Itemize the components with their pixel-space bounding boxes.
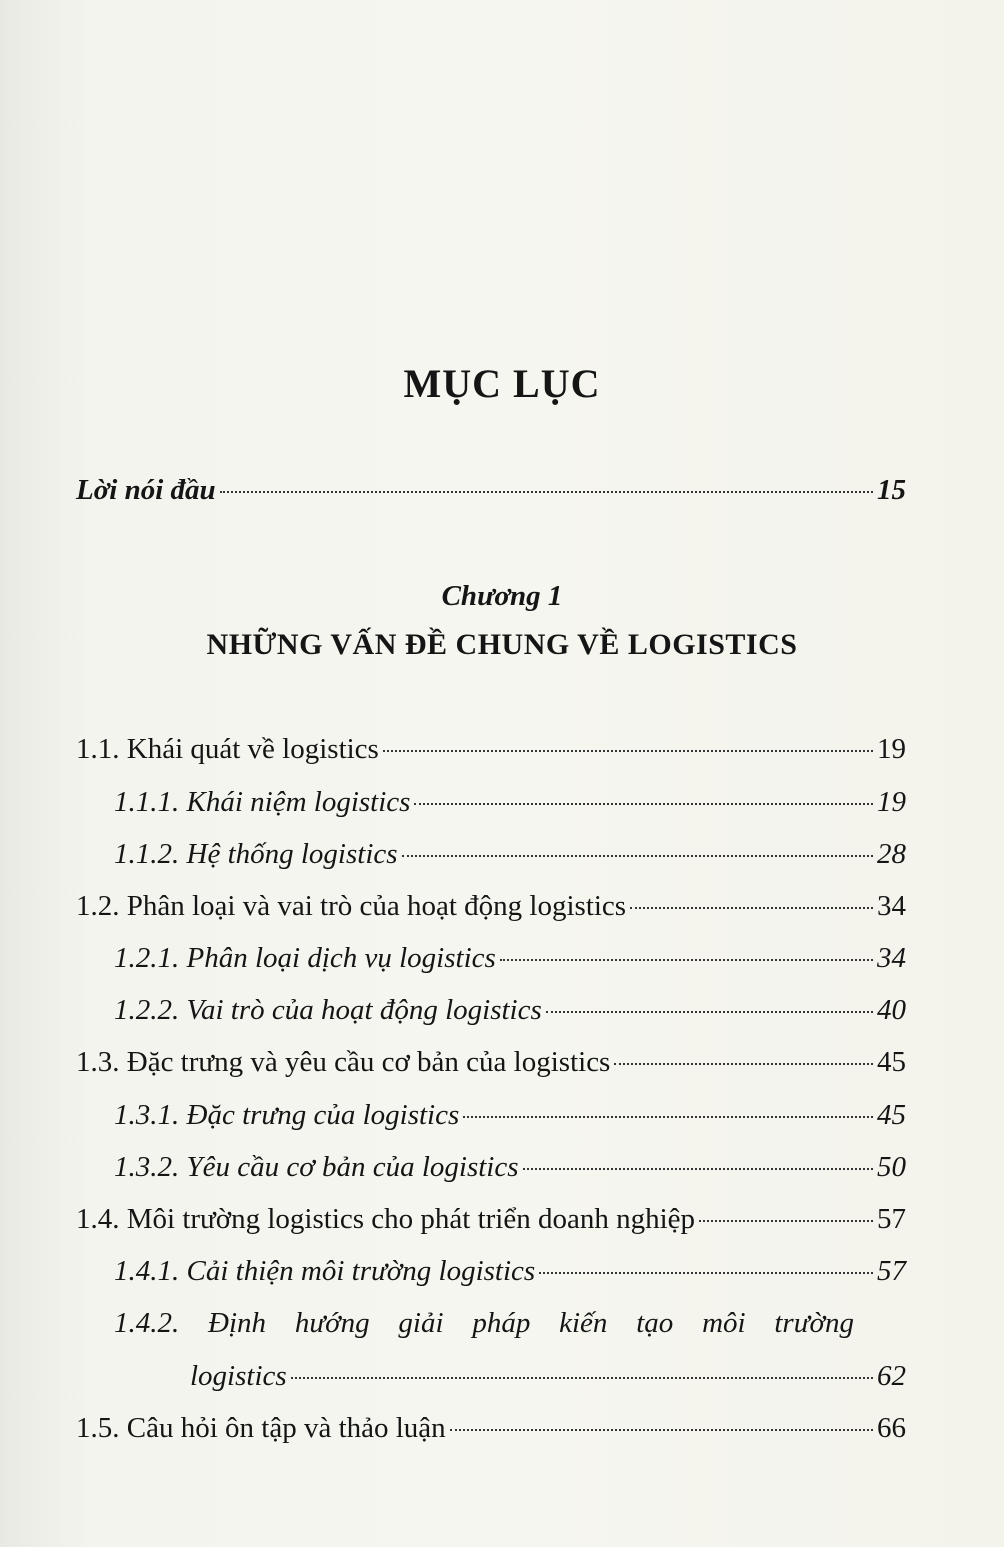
- toc-subentry[interactable]: [114, 786, 906, 819]
- toc-entry[interactable]: [76, 1412, 906, 1445]
- toc-page-number: 66: [877, 1412, 906, 1444]
- chapter-title: NHỮNG VẤN ĐỀ CHUNG VỀ LOGISTICS: [206, 628, 798, 661]
- leader-dots: [450, 1429, 873, 1431]
- toc-page-number: 15: [877, 474, 906, 506]
- leader-dots: [614, 1063, 873, 1065]
- toc-label: 1.1.1. Khái niệm logistics: [114, 786, 411, 818]
- leader-dots: [220, 491, 873, 493]
- toc-label: 1.3.1. Đặc trưng của logistics: [114, 1099, 460, 1131]
- leader-dots: [523, 1168, 873, 1170]
- toc-label: Lời nói đầu: [76, 474, 216, 506]
- toc-page-number: 19: [877, 786, 906, 818]
- toc-page-number: 57: [877, 1255, 906, 1287]
- toc-subentry[interactable]: [114, 994, 906, 1027]
- leader-dots: [630, 907, 873, 909]
- toc-page-number: 34: [877, 942, 906, 974]
- toc-subentry-continuation[interactable]: [190, 1360, 906, 1393]
- toc-page-number: 45: [877, 1046, 906, 1078]
- toc-label: 1.3.2. Yêu cầu cơ bản của logistics: [114, 1151, 519, 1183]
- toc-subentry[interactable]: [114, 1255, 906, 1288]
- toc-label: 1.3. Đặc trưng và yêu cầu cơ bản của logistics: [76, 1046, 611, 1078]
- leader-dots: [383, 750, 873, 752]
- toc-label: 1.1. Khái quát về logistics: [76, 733, 379, 765]
- toc-subentry[interactable]: [114, 838, 906, 871]
- toc-label: 1.2. Phân loại và vai trò của hoạt động logistics: [76, 890, 627, 922]
- toc-page-number: 19: [877, 733, 906, 765]
- toc-label: 1.1.2. Hệ thống logistics: [114, 838, 398, 870]
- toc-page-number: 40: [877, 994, 906, 1026]
- toc-label: 1.2.2. Vai trò của hoạt động logistics: [114, 994, 542, 1026]
- toc-subentry[interactable]: [114, 1099, 906, 1132]
- toc-label: 1.5. Câu hỏi ôn tập và thảo luận: [76, 1412, 446, 1444]
- toc-page-number: 57: [877, 1203, 906, 1235]
- page-title: MỤC LỤC: [403, 361, 601, 406]
- toc-subentry[interactable]: [114, 942, 906, 975]
- toc-label: 1.4. Môi trường logistics cho phát triển doanh nghiệp: [76, 1203, 696, 1235]
- leader-dots: [539, 1272, 873, 1274]
- toc-subentry[interactable]: [114, 1151, 906, 1184]
- leader-dots: [402, 855, 873, 857]
- toc-page-number: 28: [877, 838, 906, 870]
- toc-page-number: 34: [877, 890, 906, 922]
- toc-page-number: 45: [877, 1099, 906, 1131]
- leader-dots: [291, 1377, 873, 1379]
- toc-entry[interactable]: [76, 1203, 906, 1236]
- toc-page-number: 50: [877, 1151, 906, 1183]
- leader-dots: [500, 959, 873, 961]
- leader-dots: [699, 1220, 873, 1222]
- toc-entry[interactable]: [76, 1046, 906, 1079]
- toc-preface[interactable]: [76, 474, 906, 507]
- chapter-label: Chương 1: [441, 580, 563, 612]
- leader-dots: [546, 1011, 873, 1013]
- toc-entry[interactable]: [76, 733, 906, 766]
- toc-entry[interactable]: [76, 890, 906, 923]
- toc-label: logistics: [190, 1360, 287, 1392]
- leader-dots: [463, 1116, 873, 1118]
- toc-label: 1.2.1. Phân loại dịch vụ logistics: [114, 942, 496, 974]
- toc-label: 1.4.1. Cải thiện môi trường logistics: [114, 1255, 536, 1287]
- toc-subentry-line1[interactable]: 1.4.2. Định hướng giải pháp kiến tạo môi trường: [114, 1307, 854, 1339]
- toc-page-number: 62: [877, 1360, 906, 1392]
- leader-dots: [414, 803, 873, 805]
